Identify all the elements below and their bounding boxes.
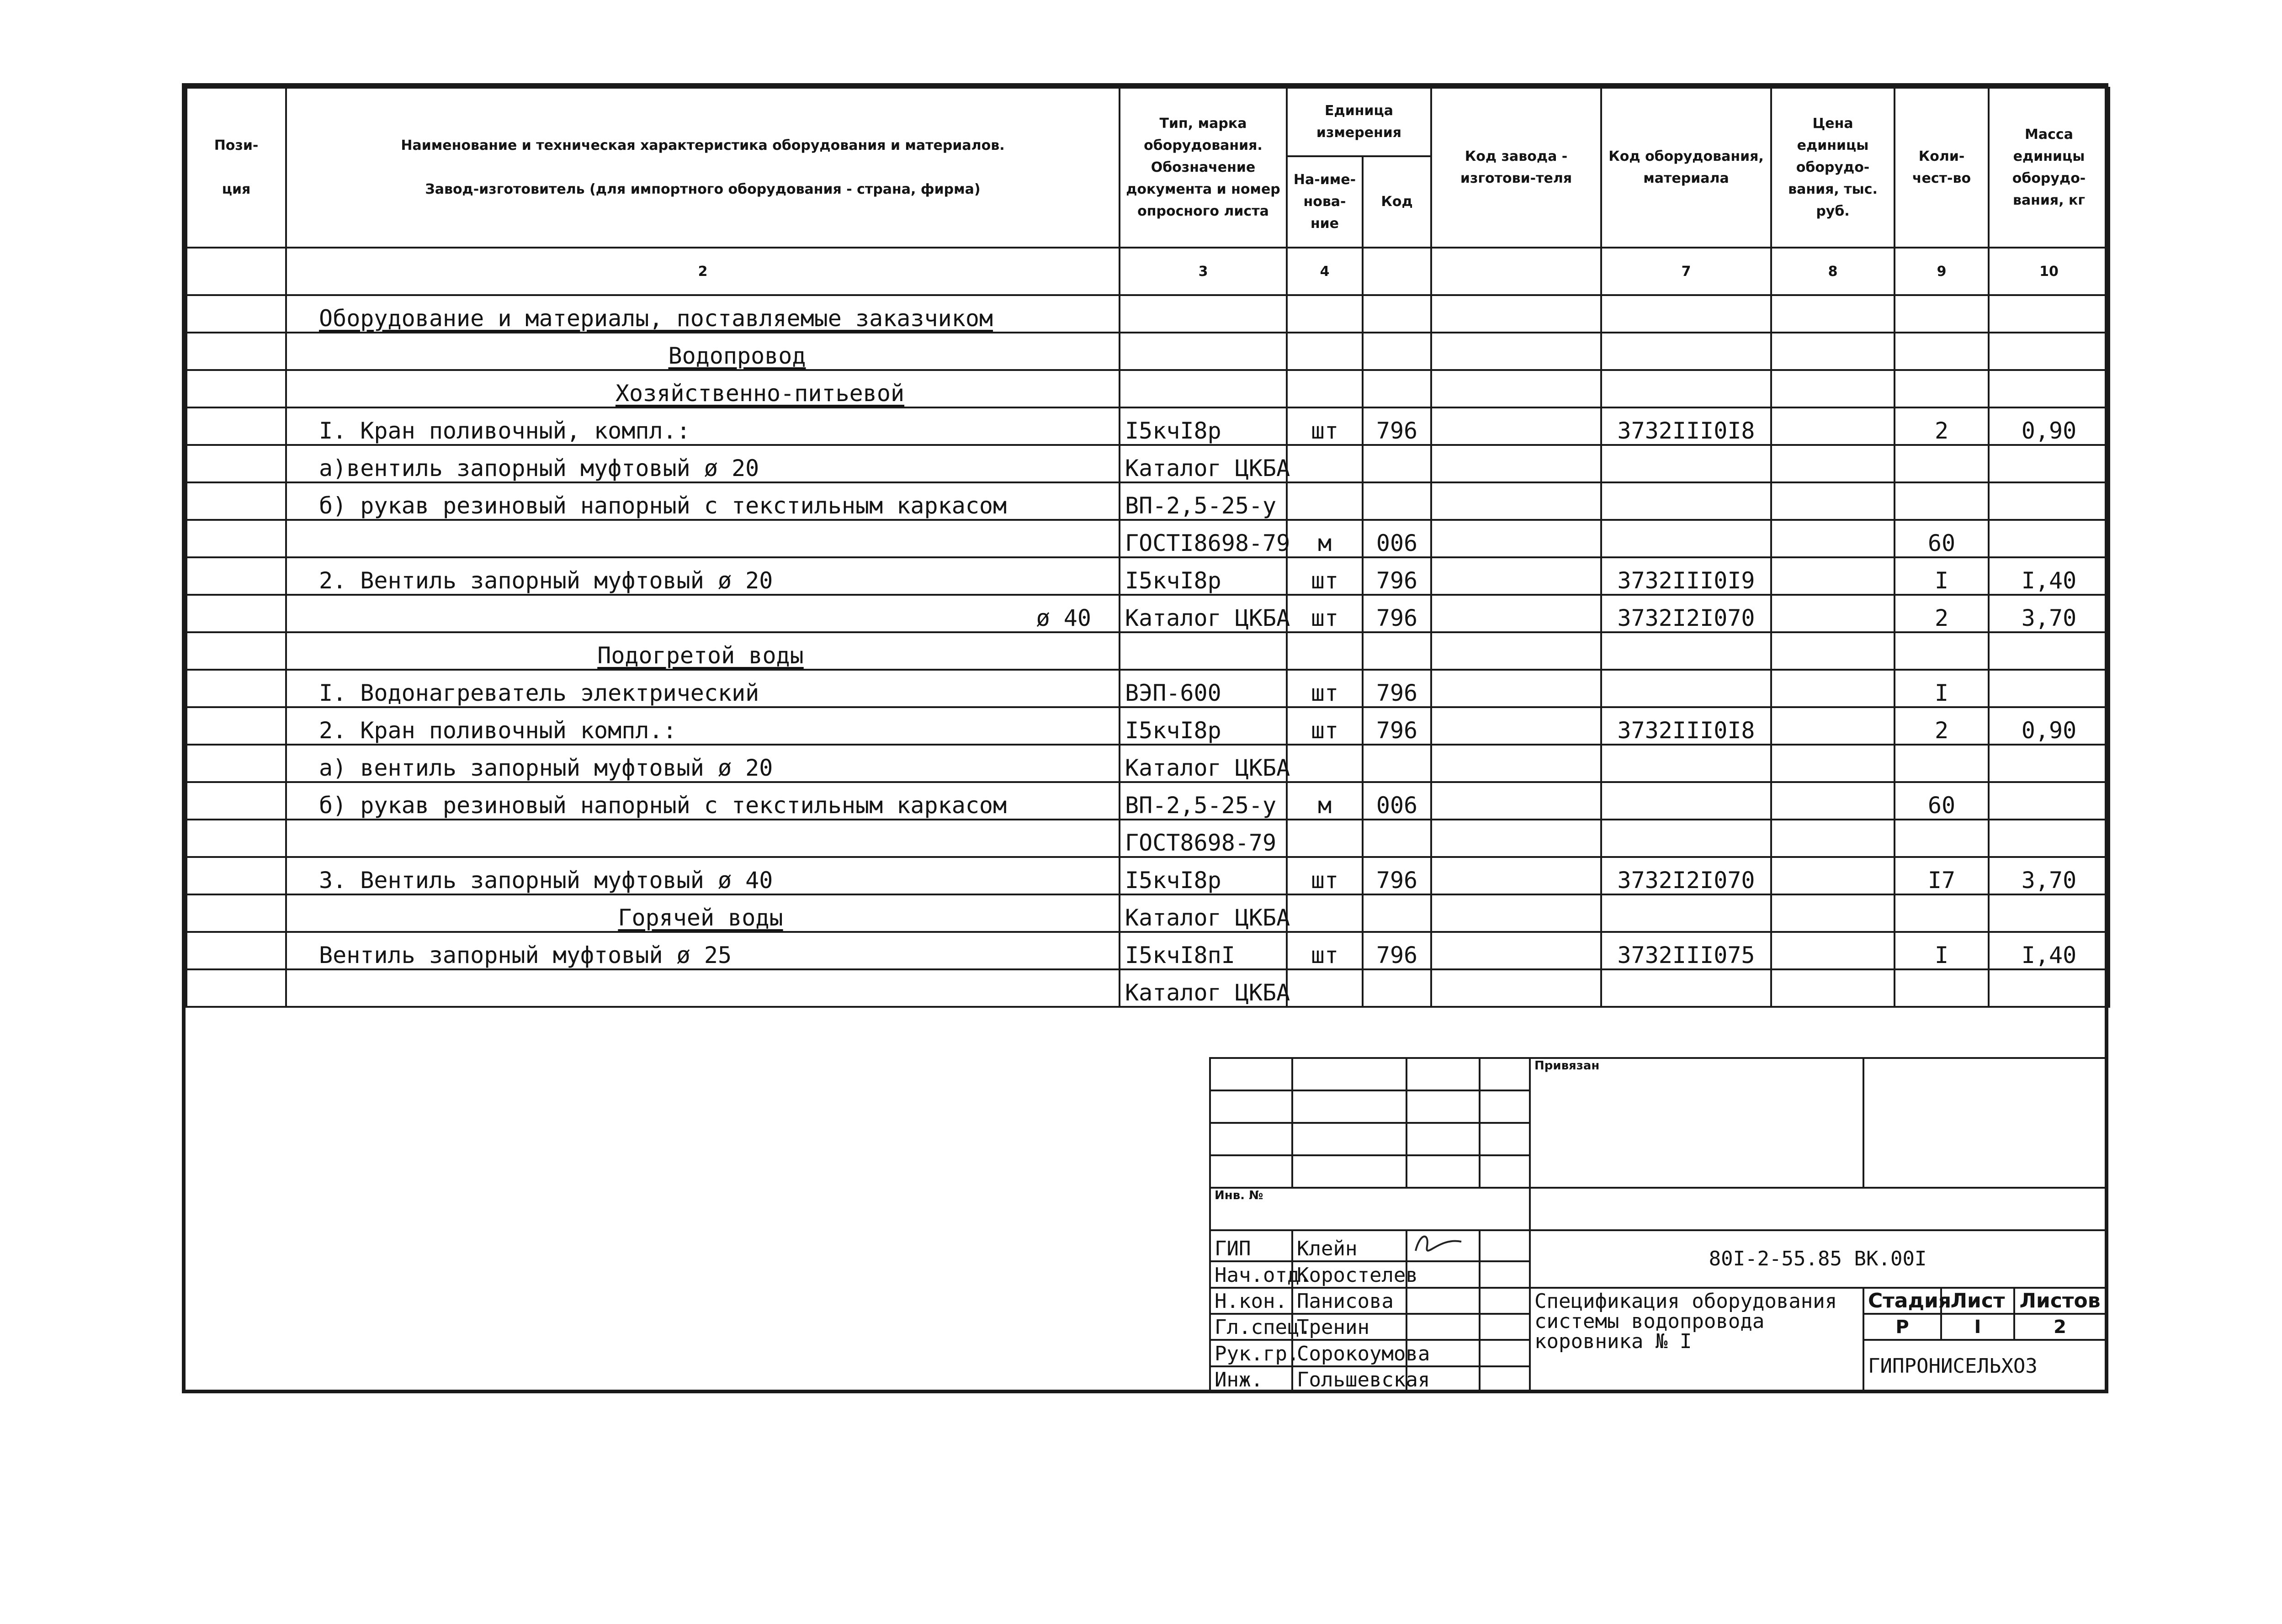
stamp-cell: [1480, 1288, 1530, 1314]
cell-name: Горячей воды: [286, 894, 1120, 932]
cell-code: 796: [1363, 857, 1431, 894]
cell-unit: [1287, 295, 1363, 333]
cell-name: Оборудование и материалы, поставляемые заказчиком: [286, 295, 1120, 333]
cell-unit: шт: [1287, 595, 1363, 632]
cell-pos: [186, 632, 286, 670]
cell-mass: I,40: [1989, 557, 2109, 595]
stamp-cell: [1480, 1314, 1530, 1340]
cell-mat: 3732III0I8: [1601, 707, 1771, 745]
cell-mass: 0,90: [1989, 707, 2109, 745]
stamp-cell: [1292, 1155, 1406, 1188]
cell-code: [1363, 969, 1431, 1007]
cell-mat: [1601, 820, 1771, 857]
cell-qty: [1895, 820, 1989, 857]
cell-pos: [186, 595, 286, 632]
cell-factory: [1431, 407, 1601, 445]
stamp-cell: [1480, 1155, 1530, 1188]
cell-unit: [1287, 445, 1363, 482]
cell-factory: [1431, 557, 1601, 595]
cell-price: [1771, 932, 1895, 969]
cell-mass: 3,70: [1989, 857, 2109, 894]
stage-value: Р: [1863, 1314, 1941, 1340]
cell-type: [1120, 333, 1287, 370]
col-number: 4: [1287, 248, 1363, 295]
cell-name: 3. Вентиль запорный муфтовый ø 40: [286, 857, 1120, 894]
cell-factory: [1431, 894, 1601, 932]
cell-pos: [186, 520, 286, 557]
cell-mat: [1601, 632, 1771, 670]
stamp-cell: [1480, 1058, 1530, 1090]
cell-price: [1771, 894, 1895, 932]
cell-type: Каталог ЦКБА: [1120, 894, 1287, 932]
sheets-value: 2: [2014, 1314, 2106, 1340]
cell-name: Хозяйственно-питьевой: [286, 370, 1120, 407]
person-norm: Панисова: [1292, 1288, 1406, 1314]
cell-price: [1771, 445, 1895, 482]
table-row: [186, 632, 2109, 670]
stamp-cell: [1863, 1058, 2106, 1188]
cell-mat: [1601, 445, 1771, 482]
col-number: 9: [1895, 248, 1989, 295]
col-number: [186, 248, 286, 295]
cell-qty: I7: [1895, 857, 1989, 894]
cell-factory: [1431, 670, 1601, 707]
cell-type: I5кчI8р: [1120, 857, 1287, 894]
cell-mass: 0,90: [1989, 407, 2109, 445]
stamp-cell: [1406, 1155, 1480, 1188]
header-mass: Масса единицы оборудо-вания, кг: [1989, 88, 2109, 248]
cell-qty: [1895, 632, 1989, 670]
table-row: [186, 333, 2109, 370]
cell-mat: [1601, 333, 1771, 370]
cell-mass: I,40: [1989, 932, 2109, 969]
cell-name: Подогретой воды: [286, 632, 1120, 670]
cell-unit: [1287, 894, 1363, 932]
stamp-cell: [1406, 1288, 1480, 1314]
cell-unit: [1287, 632, 1363, 670]
cell-type: ГОСТI8698-79: [1120, 520, 1287, 557]
person-group: Сорокоумова: [1292, 1340, 1406, 1366]
cell-type: Каталог ЦКБА: [1120, 595, 1287, 632]
cell-unit: [1287, 969, 1363, 1007]
cell-unit: шт: [1287, 707, 1363, 745]
cell-factory: [1431, 295, 1601, 333]
cell-factory: [1431, 445, 1601, 482]
cell-qty: [1895, 445, 1989, 482]
cell-mass: 3,70: [1989, 595, 2109, 632]
cell-name: Вентиль запорный муфтовый ø 25: [286, 932, 1120, 969]
cell-pos: [186, 820, 286, 857]
stamp-cell: [1210, 1155, 1292, 1188]
cell-factory: [1431, 333, 1601, 370]
cell-price: [1771, 370, 1895, 407]
cell-unit: шт: [1287, 557, 1363, 595]
cell-type: I5кчI8р: [1120, 557, 1287, 595]
cell-factory: [1431, 707, 1601, 745]
cell-mass: [1989, 745, 2109, 782]
stamp-cell: [1480, 1123, 1530, 1155]
person-engineer: Гольшевская: [1292, 1366, 1406, 1392]
role-gip: ГИП: [1210, 1230, 1292, 1261]
cell-price: [1771, 520, 1895, 557]
role-engineer: Инж.: [1210, 1366, 1292, 1392]
cell-code: [1363, 482, 1431, 520]
col-number: 8: [1771, 248, 1895, 295]
col-number: [1363, 248, 1431, 295]
table-row: [186, 520, 2109, 557]
cell-code: 796: [1363, 407, 1431, 445]
cell-qty: [1895, 295, 1989, 333]
cell-qty: [1895, 745, 1989, 782]
cell-qty: I: [1895, 670, 1989, 707]
cell-pos: [186, 894, 286, 932]
title-block: [1209, 1057, 2105, 1393]
stamp-cell: [1480, 1366, 1530, 1392]
person-head: Коростелев: [1292, 1261, 1406, 1287]
stamp-cell: [1210, 1090, 1292, 1123]
cell-name: [286, 820, 1120, 857]
stamp-cell: [1292, 1123, 1406, 1155]
table-row: [186, 407, 2109, 445]
cell-pos: [186, 745, 286, 782]
header-material-code: Код оборудования, материала: [1601, 88, 1771, 248]
cell-mat: [1601, 370, 1771, 407]
signature-icon: [1411, 1233, 1466, 1255]
table-row: [186, 595, 2109, 632]
cell-price: [1771, 857, 1895, 894]
cell-mass: [1989, 482, 2109, 520]
cell-type: ВЭП-600: [1120, 670, 1287, 707]
cell-name: Водопровод: [286, 333, 1120, 370]
table-row: [186, 670, 2109, 707]
table-row: [186, 894, 2109, 932]
cell-mass: [1989, 969, 2109, 1007]
table-row: [186, 295, 2109, 333]
cell-factory: [1431, 370, 1601, 407]
cell-code: [1363, 894, 1431, 932]
organization-name: ГИПРОНИСЕЛЬХОЗ: [1863, 1340, 2106, 1392]
cell-factory: [1431, 745, 1601, 782]
cell-mat: [1601, 520, 1771, 557]
specification-table: [186, 87, 2110, 1008]
cell-pos: [186, 333, 286, 370]
stamp-cell: [1480, 1261, 1530, 1287]
cell-name: 2. Кран поливочный компл.:: [286, 707, 1120, 745]
cell-qty: [1895, 894, 1989, 932]
cell-mat: [1601, 894, 1771, 932]
sheets-label: Листов: [2014, 1288, 2106, 1314]
cell-factory: [1431, 969, 1601, 1007]
cell-mat: 3732I2I070: [1601, 857, 1771, 894]
cell-code: [1363, 632, 1431, 670]
header-position: Пози- ция: [186, 88, 286, 248]
stamp-cell: [1480, 1340, 1530, 1366]
col-number: 10: [1989, 248, 2109, 295]
cell-code: 006: [1363, 782, 1431, 820]
cell-price: [1771, 820, 1895, 857]
cell-code: 796: [1363, 595, 1431, 632]
cell-type: Каталог ЦКБА: [1120, 745, 1287, 782]
table-row: [186, 857, 2109, 894]
cell-mass: [1989, 370, 2109, 407]
stamp-cell: [1480, 1090, 1530, 1123]
cell-pos: [186, 782, 286, 820]
cell-factory: [1431, 782, 1601, 820]
cell-mat: [1601, 782, 1771, 820]
cell-code: [1363, 333, 1431, 370]
cell-type: [1120, 295, 1287, 333]
spec-sheet: [182, 83, 2108, 1393]
cell-price: [1771, 969, 1895, 1007]
cell-price: [1771, 670, 1895, 707]
cell-name: I. Кран поливочный, компл.:: [286, 407, 1120, 445]
cell-factory: [1431, 932, 1601, 969]
cell-factory: [1431, 820, 1601, 857]
cell-price: [1771, 595, 1895, 632]
stamp-cell: [1406, 1058, 1480, 1090]
cell-mass: [1989, 520, 2109, 557]
role-head: Нач.отд.: [1210, 1261, 1292, 1287]
col-number: 2: [286, 248, 1120, 295]
cell-qty: 60: [1895, 520, 1989, 557]
table-row: [186, 969, 2109, 1007]
cell-name: I. Водонагреватель электрический: [286, 670, 1120, 707]
cell-qty: 60: [1895, 782, 1989, 820]
table-row: [186, 820, 2109, 857]
cell-qty: 2: [1895, 407, 1989, 445]
cell-code: 796: [1363, 670, 1431, 707]
person-gip: Клейн: [1292, 1230, 1406, 1261]
role-spec: Гл.спец.: [1210, 1314, 1292, 1340]
cell-unit: шт: [1287, 857, 1363, 894]
person-spec: Тренин: [1292, 1314, 1406, 1340]
cell-factory: [1431, 632, 1601, 670]
cell-type: ВП-2,5-25-у: [1120, 782, 1287, 820]
cell-mat: [1601, 670, 1771, 707]
sheet-label: Лист: [1941, 1288, 2014, 1314]
cell-factory: [1431, 520, 1601, 557]
header-factory-code: Код завода - изготови-теля: [1431, 88, 1601, 248]
header-unit-name: На-име-нова-ние: [1287, 156, 1363, 248]
cell-qty: 2: [1895, 595, 1989, 632]
header-unit-code: Код: [1363, 156, 1431, 248]
stamp-cell: [1406, 1123, 1480, 1155]
cell-price: [1771, 333, 1895, 370]
cell-qty: [1895, 333, 1989, 370]
cell-pos: [186, 482, 286, 520]
cell-price: [1771, 745, 1895, 782]
document-title: Спецификация оборудования системы водопровода коровника № I: [1530, 1288, 1863, 1392]
cell-code: 796: [1363, 557, 1431, 595]
cell-pos: [186, 670, 286, 707]
col-number: 3: [1120, 248, 1287, 295]
cell-type: [1120, 370, 1287, 407]
document-code: 80I-2-55.85 ВК.00I: [1530, 1230, 2106, 1287]
cell-unit: шт: [1287, 407, 1363, 445]
header-type: Тип, марка оборудования. Обозначение документа и номер опросного листа: [1120, 88, 1287, 248]
cell-name: а) вентиль запорный муфтовый ø 20: [286, 745, 1120, 782]
stamp-cell: [1406, 1090, 1480, 1123]
cell-code: [1363, 745, 1431, 782]
cell-type: ВП-2,5-25-у: [1120, 482, 1287, 520]
cell-mat: 3732I2I070: [1601, 595, 1771, 632]
cell-pos: [186, 932, 286, 969]
cell-mat: 3732III075: [1601, 932, 1771, 969]
cell-mat: [1601, 969, 1771, 1007]
cell-price: [1771, 632, 1895, 670]
cell-mat: 3732III0I9: [1601, 557, 1771, 595]
cell-pos: [186, 407, 286, 445]
table-row: [186, 782, 2109, 820]
stamp-cell: [1530, 1188, 2106, 1231]
col-number: 7: [1601, 248, 1771, 295]
cell-mass: [1989, 894, 2109, 932]
stamp-cell: [1210, 1123, 1292, 1155]
cell-pos: [186, 969, 286, 1007]
cell-unit: [1287, 370, 1363, 407]
cell-mass: [1989, 782, 2109, 820]
cell-unit: шт: [1287, 670, 1363, 707]
cell-factory: [1431, 857, 1601, 894]
cell-code: 006: [1363, 520, 1431, 557]
cell-pos: [186, 445, 286, 482]
cell-mass: [1989, 333, 2109, 370]
cell-mat: [1601, 745, 1771, 782]
cell-mass: [1989, 632, 2109, 670]
cell-unit: шт: [1287, 932, 1363, 969]
role-norm: Н.кон.: [1210, 1288, 1292, 1314]
stamp-cell: [1406, 1314, 1480, 1340]
cell-type: I5кчI8пI: [1120, 932, 1287, 969]
cell-type: ГОСТ8698-79: [1120, 820, 1287, 857]
cell-name: 2. Вентиль запорный муфтовый ø 20: [286, 557, 1120, 595]
cell-code: [1363, 295, 1431, 333]
cell-mat: [1601, 482, 1771, 520]
cell-price: [1771, 482, 1895, 520]
table-row: [186, 557, 2109, 595]
cell-mass: [1989, 670, 2109, 707]
table-row: [186, 745, 2109, 782]
table-row: [186, 707, 2109, 745]
cell-price: [1771, 295, 1895, 333]
stamp-cell: [1210, 1058, 1292, 1090]
cell-mass: [1989, 820, 2109, 857]
cell-pos: [186, 295, 286, 333]
cell-type: Каталог ЦКБА: [1120, 445, 1287, 482]
cell-pos: [186, 857, 286, 894]
cell-name: б) рукав резиновый напорный с текстильным каркасом: [286, 782, 1120, 820]
sheet-value: I: [1941, 1314, 2014, 1340]
cell-type: [1120, 632, 1287, 670]
cell-mass: [1989, 295, 2109, 333]
cell-code: 796: [1363, 707, 1431, 745]
cell-name: а)вентиль запорный муфтовый ø 20: [286, 445, 1120, 482]
cell-pos: [186, 370, 286, 407]
cell-name: б) рукав резиновый напорный с текстильным каркасом: [286, 482, 1120, 520]
cell-qty: I: [1895, 557, 1989, 595]
cell-code: [1363, 820, 1431, 857]
cell-code: 796: [1363, 932, 1431, 969]
cell-qty: [1895, 370, 1989, 407]
cell-qty: [1895, 969, 1989, 1007]
stamp-cell: [1480, 1230, 1530, 1261]
table-row: [186, 932, 2109, 969]
cell-type: Каталог ЦКБА: [1120, 969, 1287, 1007]
cell-type: I5кчI8р: [1120, 707, 1287, 745]
cell-type: I5кчI8р: [1120, 407, 1287, 445]
cell-name: [286, 969, 1120, 1007]
cell-price: [1771, 557, 1895, 595]
cell-pos: [186, 557, 286, 595]
cell-unit: м: [1287, 520, 1363, 557]
cell-qty: 2: [1895, 707, 1989, 745]
table-body: [186, 295, 2109, 1007]
cell-qty: [1895, 482, 1989, 520]
table-row: [186, 445, 2109, 482]
cell-code: [1363, 445, 1431, 482]
cell-unit: [1287, 333, 1363, 370]
table-row: [186, 482, 2109, 520]
cell-mass: [1989, 445, 2109, 482]
stamp-cell: [1292, 1090, 1406, 1123]
cell-pos: [186, 707, 286, 745]
cell-price: [1771, 782, 1895, 820]
header-quantity: Коли-чест-во: [1895, 88, 1989, 248]
cell-name: ø 40: [286, 595, 1120, 632]
cell-unit: [1287, 482, 1363, 520]
header-name: Наименование и техническая характеристика оборудования и материалов. Завод-изготовитель (для импортного оборудования - страна, фирма): [286, 88, 1120, 248]
cell-unit: [1287, 745, 1363, 782]
header-unit: Единица измерения: [1287, 88, 1431, 156]
cell-unit: [1287, 820, 1363, 857]
stamp-cell: [1292, 1058, 1406, 1090]
stage-label: Стадия: [1863, 1288, 1941, 1314]
cell-factory: [1431, 482, 1601, 520]
table-row: [186, 370, 2109, 407]
role-group: Рук.гр.: [1210, 1340, 1292, 1366]
header-price: Цена единицы оборудо-вания, тыс. руб.: [1771, 88, 1895, 248]
cell-name: [286, 520, 1120, 557]
cell-mat: [1601, 295, 1771, 333]
cell-price: [1771, 407, 1895, 445]
cell-qty: I: [1895, 932, 1989, 969]
cell-mat: 3732III0I8: [1601, 407, 1771, 445]
cell-unit: м: [1287, 782, 1363, 820]
cell-code: [1363, 370, 1431, 407]
inventory-number-label: Инв. №: [1210, 1188, 1530, 1231]
cell-factory: [1431, 595, 1601, 632]
privyazan-label: Привязан: [1530, 1058, 1863, 1188]
col-number: [1431, 248, 1601, 295]
signature-gip: [1406, 1230, 1480, 1261]
cell-price: [1771, 707, 1895, 745]
